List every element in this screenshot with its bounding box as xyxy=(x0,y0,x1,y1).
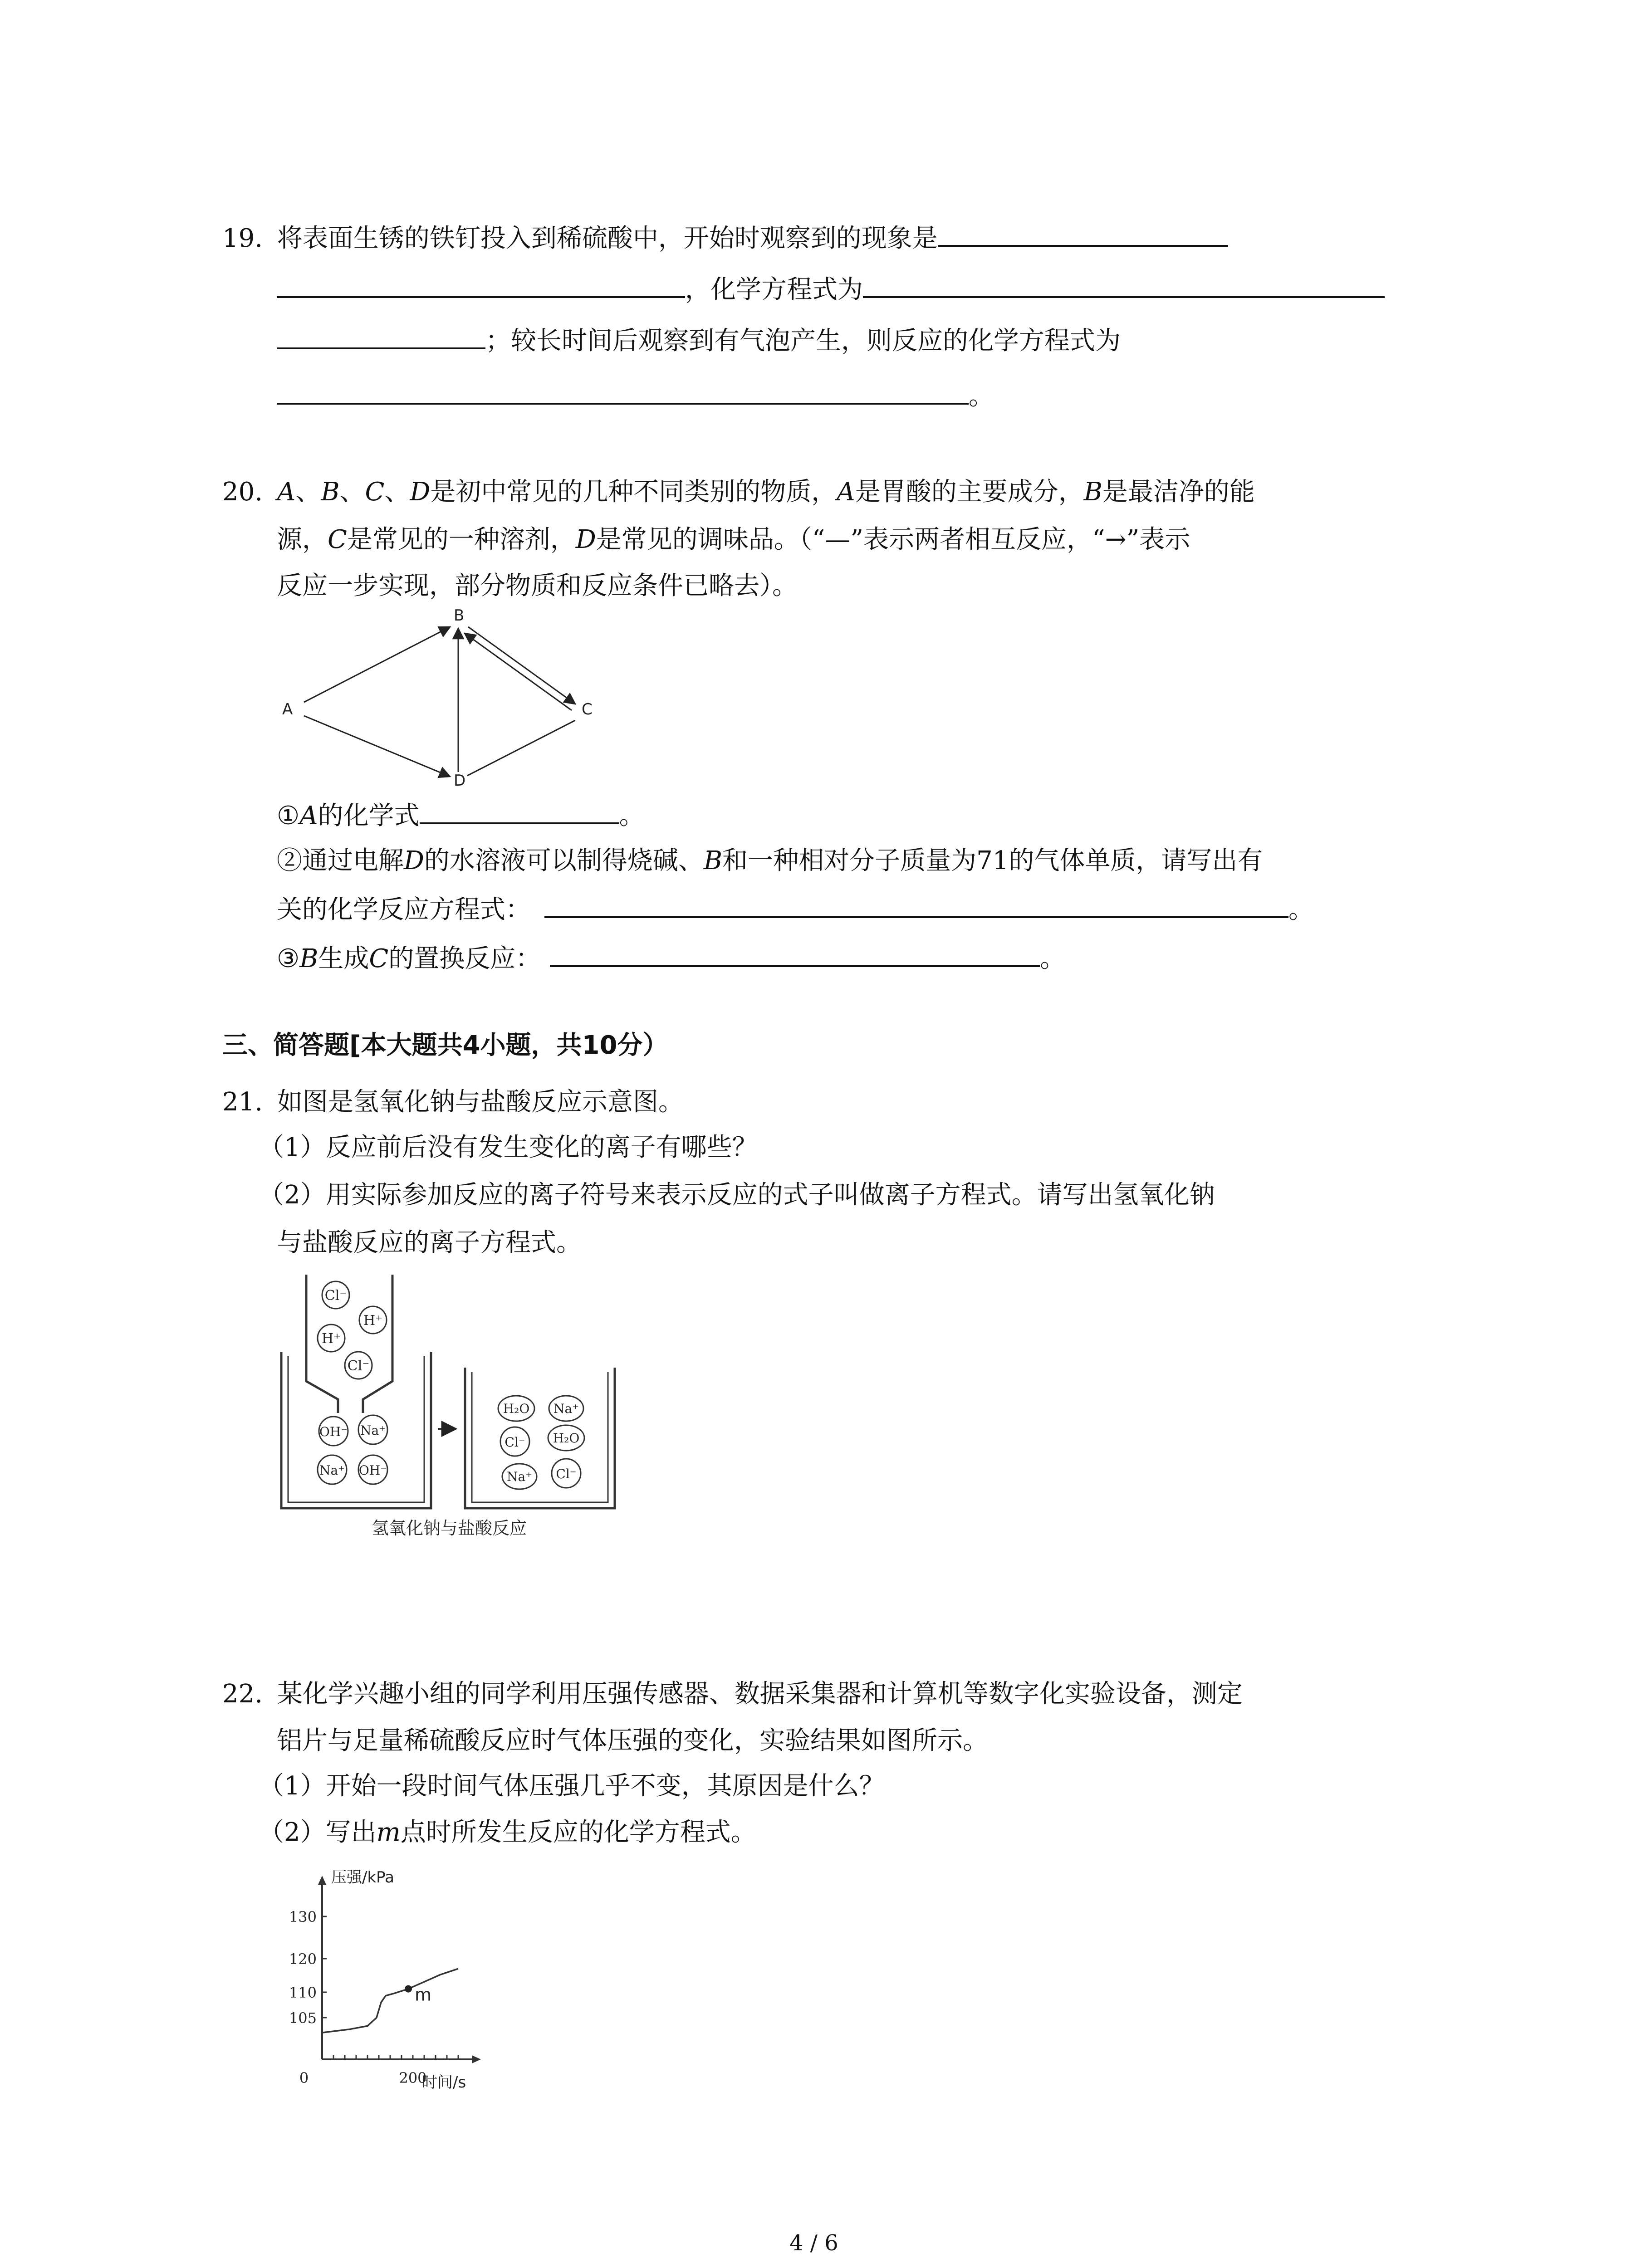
diagram-node-b: B xyxy=(454,606,465,625)
q20-var-b: B xyxy=(703,846,723,875)
q19-text-2: ，化学方程式为 xyxy=(685,275,863,304)
page-number: 4 / 6 xyxy=(789,2230,838,2256)
q20-blank-2[interactable] xyxy=(544,890,1288,918)
q20-text: ②通过电解 xyxy=(277,846,404,875)
q20-line3 xyxy=(277,568,798,604)
q20-end: 。 xyxy=(619,801,645,831)
ion-label: H₂O xyxy=(503,1401,530,1416)
q22-part1: （1）开始一段时间气体压强几乎不变，其原因是什么？ xyxy=(259,1771,885,1801)
q20-sub3 xyxy=(277,939,1065,977)
q22-pressure-chart xyxy=(272,1860,526,2100)
q20-sep: 、 xyxy=(339,477,365,507)
q20-sep: 、 xyxy=(384,477,410,507)
q22-number: 22. xyxy=(222,1679,263,1709)
q21-part1: （1）反应前后没有发生变化的离子有哪些？ xyxy=(259,1133,758,1162)
q20-sub1 xyxy=(277,796,645,834)
q22-var-m: m xyxy=(376,1818,401,1847)
section-heading: 三、简答题[本大题共4小题，共10分） xyxy=(222,1031,668,1060)
arrow-b-to-c xyxy=(468,627,575,704)
q22-text: 某化学兴趣小组的同学利用压强传感器、数据采集器和计算机等数字化实验设备，测定 xyxy=(277,1679,1243,1709)
q19-blank-3[interactable] xyxy=(863,270,1385,298)
q20-text: 的置换反应： xyxy=(388,944,541,973)
diagram-node-a: A xyxy=(282,700,293,719)
right-beaker xyxy=(465,1368,615,1508)
q20-sub-marker: ③ xyxy=(277,944,300,973)
diagram-node-c: C xyxy=(582,700,593,719)
q20-sub2 xyxy=(277,843,1263,879)
q20-end: 。 xyxy=(1040,944,1066,973)
q21-number: 21. xyxy=(222,1087,263,1117)
q20-var-c: C xyxy=(369,944,389,973)
ion-label: OH⁻ xyxy=(358,1463,387,1478)
q20-text: 和一种相对分子质量为71的气体单质，请写出有 xyxy=(722,846,1263,875)
arrow-a-to-d xyxy=(304,716,450,777)
q19-line2 xyxy=(277,270,1385,308)
q20-text: 是胃酸的主要成分， xyxy=(855,477,1084,507)
q21-ion-reaction-figure xyxy=(272,1270,626,1542)
q20-sep: 、 xyxy=(295,477,321,507)
y-tick-label: 130 xyxy=(289,1908,317,1926)
q20-text: 是常见的一种溶剂， xyxy=(347,525,576,554)
x-axis-label: 时间/s xyxy=(422,2073,466,2092)
q22-line2: 铝片与足量稀硫酸反应时气体压强的变化，实验结果如图所示。 xyxy=(277,1726,988,1755)
ion-label: Cl⁻ xyxy=(347,1358,370,1374)
q22-text: （2）写出 xyxy=(259,1818,377,1847)
q20-var-c: C xyxy=(328,525,347,554)
q20-text: 源， xyxy=(277,525,328,554)
x-tick-label: 0 xyxy=(299,2069,309,2087)
q20-end: 。 xyxy=(1288,895,1314,924)
q20-relationship-diagram xyxy=(272,603,617,794)
q20-var-d: D xyxy=(575,525,596,554)
ion-label: Na⁺ xyxy=(554,1401,579,1416)
x-tick-label: 200 xyxy=(399,2069,427,2087)
q20-blank-3[interactable] xyxy=(550,939,1040,967)
q22-line1 xyxy=(222,1676,1243,1712)
q19-end: 。 xyxy=(969,381,994,411)
q21-figure-caption: 氢氧化钠与盐酸反应 xyxy=(371,1518,527,1538)
q20-var-b: B xyxy=(299,944,318,973)
q20-sub-marker: ① xyxy=(277,801,300,831)
q20-text: 关的化学反应方程式： xyxy=(277,895,531,924)
q20-number: 20. xyxy=(222,477,263,507)
q20-text: 是常见的调味品。（“—”表示两者相互反应，“→”表示 xyxy=(596,525,1190,554)
q20-line1 xyxy=(222,474,1255,510)
q20-line2 xyxy=(277,522,1190,558)
arrow-a-to-b xyxy=(304,627,450,702)
ion-label: Na⁺ xyxy=(360,1423,386,1438)
q20-var-c: C xyxy=(365,477,385,507)
q22-part2 xyxy=(259,1814,756,1851)
q20-var-a: A xyxy=(277,477,296,507)
q20-text: 生成 xyxy=(318,944,369,973)
q19-blank-2[interactable] xyxy=(277,270,685,298)
q20-text: 是初中常见的几种不同类别的物质， xyxy=(430,477,837,507)
y-tick-label: 110 xyxy=(289,1984,317,2001)
y-axis-arrowhead xyxy=(318,1876,326,1885)
q20-text: 是最洁净的能 xyxy=(1102,477,1255,507)
q19-text-1: 将表面生锈的铁钉投入到稀硫酸中，开始时观察到的现象是 xyxy=(277,224,938,253)
ion-label: H₂O xyxy=(553,1431,580,1446)
x-axis-arrowhead xyxy=(472,2055,481,2063)
ion-label: Cl⁻ xyxy=(556,1466,577,1481)
q22-text: 点时所发生反应的化学方程式。 xyxy=(400,1818,756,1847)
ion-label: OH⁻ xyxy=(319,1424,348,1439)
right-beaker-inner xyxy=(472,1372,608,1502)
q20-blank-1[interactable] xyxy=(420,796,619,824)
ion-label: Na⁺ xyxy=(507,1469,532,1484)
q19-blank-5[interactable] xyxy=(277,376,969,405)
line-c-d xyxy=(467,720,575,776)
q21-part2-line2: 与盐酸反应的离子方程式。 xyxy=(277,1228,582,1257)
ion-label: H⁺ xyxy=(363,1313,382,1329)
q20-var-d: D xyxy=(404,846,424,875)
y-axis-label: 压强/kPa xyxy=(331,1868,394,1887)
dropper-tube-right xyxy=(363,1275,392,1413)
q20-var-d: D xyxy=(410,477,431,507)
q20-text: 反应一步实现，部分物质和反应条件已略去）。 xyxy=(277,571,798,601)
point-m-marker xyxy=(405,1985,412,1993)
q20-var-b: B xyxy=(1083,477,1102,507)
arrow-c-to-b xyxy=(465,633,572,710)
q21-line1 xyxy=(222,1084,684,1120)
pressure-series-line xyxy=(322,1969,458,2033)
q19-line1 xyxy=(222,219,1228,257)
q19-blank-4[interactable] xyxy=(277,321,485,349)
q20-text: 的化学式 xyxy=(318,801,420,831)
q20-var-b: B xyxy=(321,477,340,507)
ion-label: Cl⁻ xyxy=(324,1288,347,1304)
q20-text: 的水溶液可以制得烧碱、 xyxy=(424,846,704,875)
point-m-label: m xyxy=(415,1984,432,2005)
q19-blank-1[interactable] xyxy=(938,219,1228,247)
q19-line3 xyxy=(277,321,1121,359)
q19-text-3: ；较长时间后观察到有气泡产生，则反应的化学方程式为 xyxy=(485,326,1121,356)
ion-label: Na⁺ xyxy=(319,1463,345,1478)
ion-label: H⁺ xyxy=(322,1331,341,1347)
q20-var-a: A xyxy=(299,801,318,831)
q21-part2: （2）用实际参加反应的离子符号来表示反应的式子叫做离子方程式。请写出氢氧化钠 xyxy=(259,1180,1215,1210)
ion-label: Cl⁻ xyxy=(505,1435,525,1450)
q20-sub2-line2 xyxy=(277,890,1314,928)
q19-number: 19. xyxy=(222,224,263,253)
q19-line4 xyxy=(277,376,994,415)
q21-text: 如图是氢氧化钠与盐酸反应示意图。 xyxy=(277,1087,684,1117)
y-tick-label: 120 xyxy=(289,1950,317,1968)
q20-var-a: A xyxy=(837,477,855,507)
diagram-node-d: D xyxy=(454,772,466,790)
y-tick-label: 105 xyxy=(289,2009,317,2027)
